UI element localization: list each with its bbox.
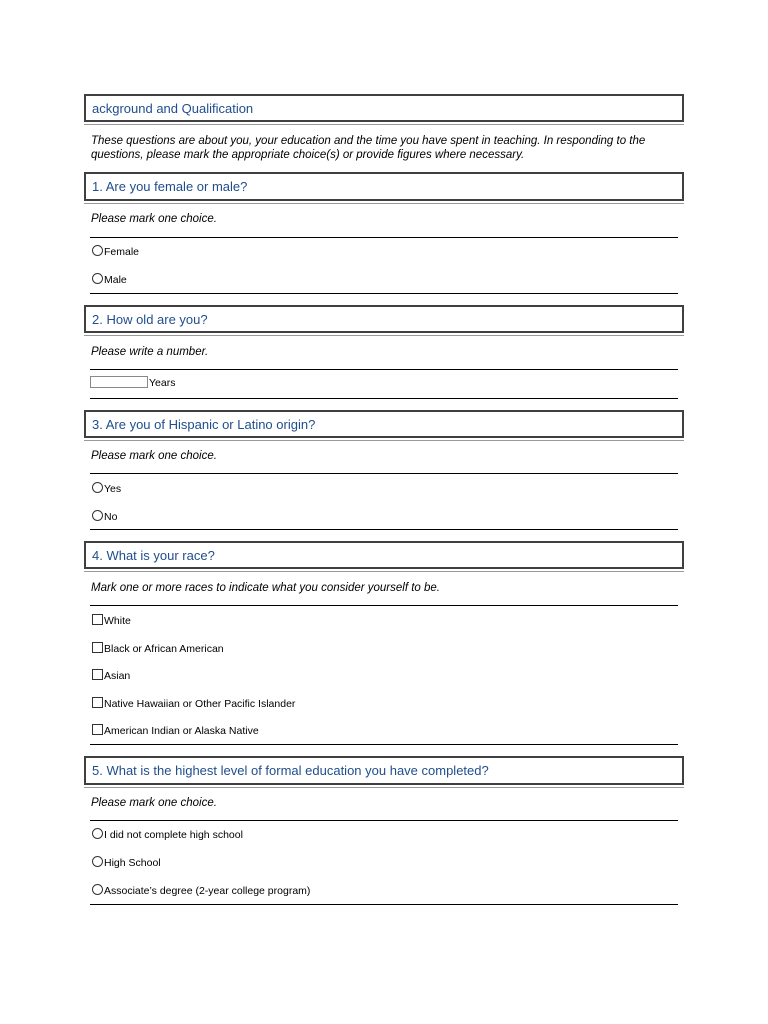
option-yes[interactable] — [92, 482, 121, 496]
question-1-header — [84, 172, 684, 201]
divider — [90, 744, 678, 745]
option-label: Male — [104, 274, 127, 286]
radio-button[interactable] — [92, 273, 103, 284]
divider — [90, 293, 678, 294]
option-white[interactable] — [92, 614, 131, 628]
option-black-african-american[interactable] — [92, 642, 224, 656]
question-4-title: 4. What is your race? — [92, 547, 215, 563]
question-3-title: 3. Are you of Hispanic or Latino origin? — [92, 416, 316, 432]
question-5-title: 5. What is the highest level of formal education you have completed? — [92, 763, 489, 778]
option-label: High School — [104, 857, 161, 869]
checkbox[interactable] — [92, 642, 103, 653]
radio-button[interactable] — [92, 482, 103, 493]
age-unit-label: Years — [149, 377, 176, 389]
radio-button[interactable] — [92, 856, 103, 867]
option-native-hawaiian[interactable] — [92, 697, 295, 711]
option-no-high-school[interactable] — [92, 828, 243, 842]
checkbox[interactable] — [92, 724, 103, 735]
option-label: Associate’s degree (2-year college program) — [104, 885, 311, 897]
divider — [90, 473, 678, 474]
option-label: White — [104, 615, 131, 627]
radio-button[interactable] — [92, 884, 103, 895]
question-2-header — [84, 305, 684, 333]
question-1-title: 1. Are you female or male? — [92, 179, 248, 194]
option-label: Yes — [104, 483, 122, 495]
radio-button[interactable] — [92, 245, 103, 256]
option-label: No — [104, 511, 118, 523]
option-label: Female — [104, 246, 140, 258]
option-label: Black or African American — [104, 643, 224, 655]
question-1-instruction: Please mark one choice. — [91, 213, 217, 225]
checkbox[interactable] — [92, 669, 103, 680]
section-title: ackground and Qualification — [92, 100, 254, 116]
option-label: American Indian or Alaska Native — [104, 725, 259, 737]
section-header — [84, 94, 684, 122]
option-no[interactable] — [92, 510, 117, 524]
option-female[interactable] — [92, 245, 139, 259]
option-associates-degree[interactable] — [92, 884, 310, 898]
option-asian[interactable] — [92, 669, 130, 683]
checkbox[interactable] — [92, 614, 103, 625]
option-label: I did not complete high school — [104, 829, 243, 841]
option-label: Native Hawaiian or Other Pacific Islander — [104, 698, 296, 710]
question-4-instruction: Mark one or more races to indicate what you consider yourself to be. — [91, 582, 441, 594]
divider — [90, 369, 678, 370]
question-4-header — [84, 541, 684, 569]
checkbox[interactable] — [92, 697, 103, 708]
divider — [90, 529, 678, 530]
question-3-instruction: Please mark one choice. — [91, 450, 217, 462]
divider — [90, 605, 678, 606]
radio-button[interactable] — [92, 510, 103, 521]
question-5-instruction: Please mark one choice. — [91, 797, 217, 809]
age-input[interactable] — [90, 376, 148, 388]
divider — [90, 904, 678, 905]
age-field-row — [90, 376, 175, 390]
question-3-header — [84, 410, 684, 438]
divider — [90, 398, 678, 399]
option-label: Asian — [104, 670, 131, 682]
divider — [90, 237, 678, 238]
option-high-school[interactable] — [92, 856, 161, 870]
option-american-indian[interactable] — [92, 724, 259, 738]
question-5-header — [84, 756, 684, 785]
section-intro: These questions are about you, your education and the time you have spent in teaching. In responding to the questions, please mark the appropriate choice(s) or provide figures where necessary. — [91, 135, 646, 161]
question-2-title: 2. How old are you? — [92, 311, 208, 327]
divider — [90, 820, 678, 821]
radio-button[interactable] — [92, 828, 103, 839]
option-male[interactable] — [92, 273, 127, 287]
question-2-instruction: Please write a number. — [91, 346, 209, 358]
